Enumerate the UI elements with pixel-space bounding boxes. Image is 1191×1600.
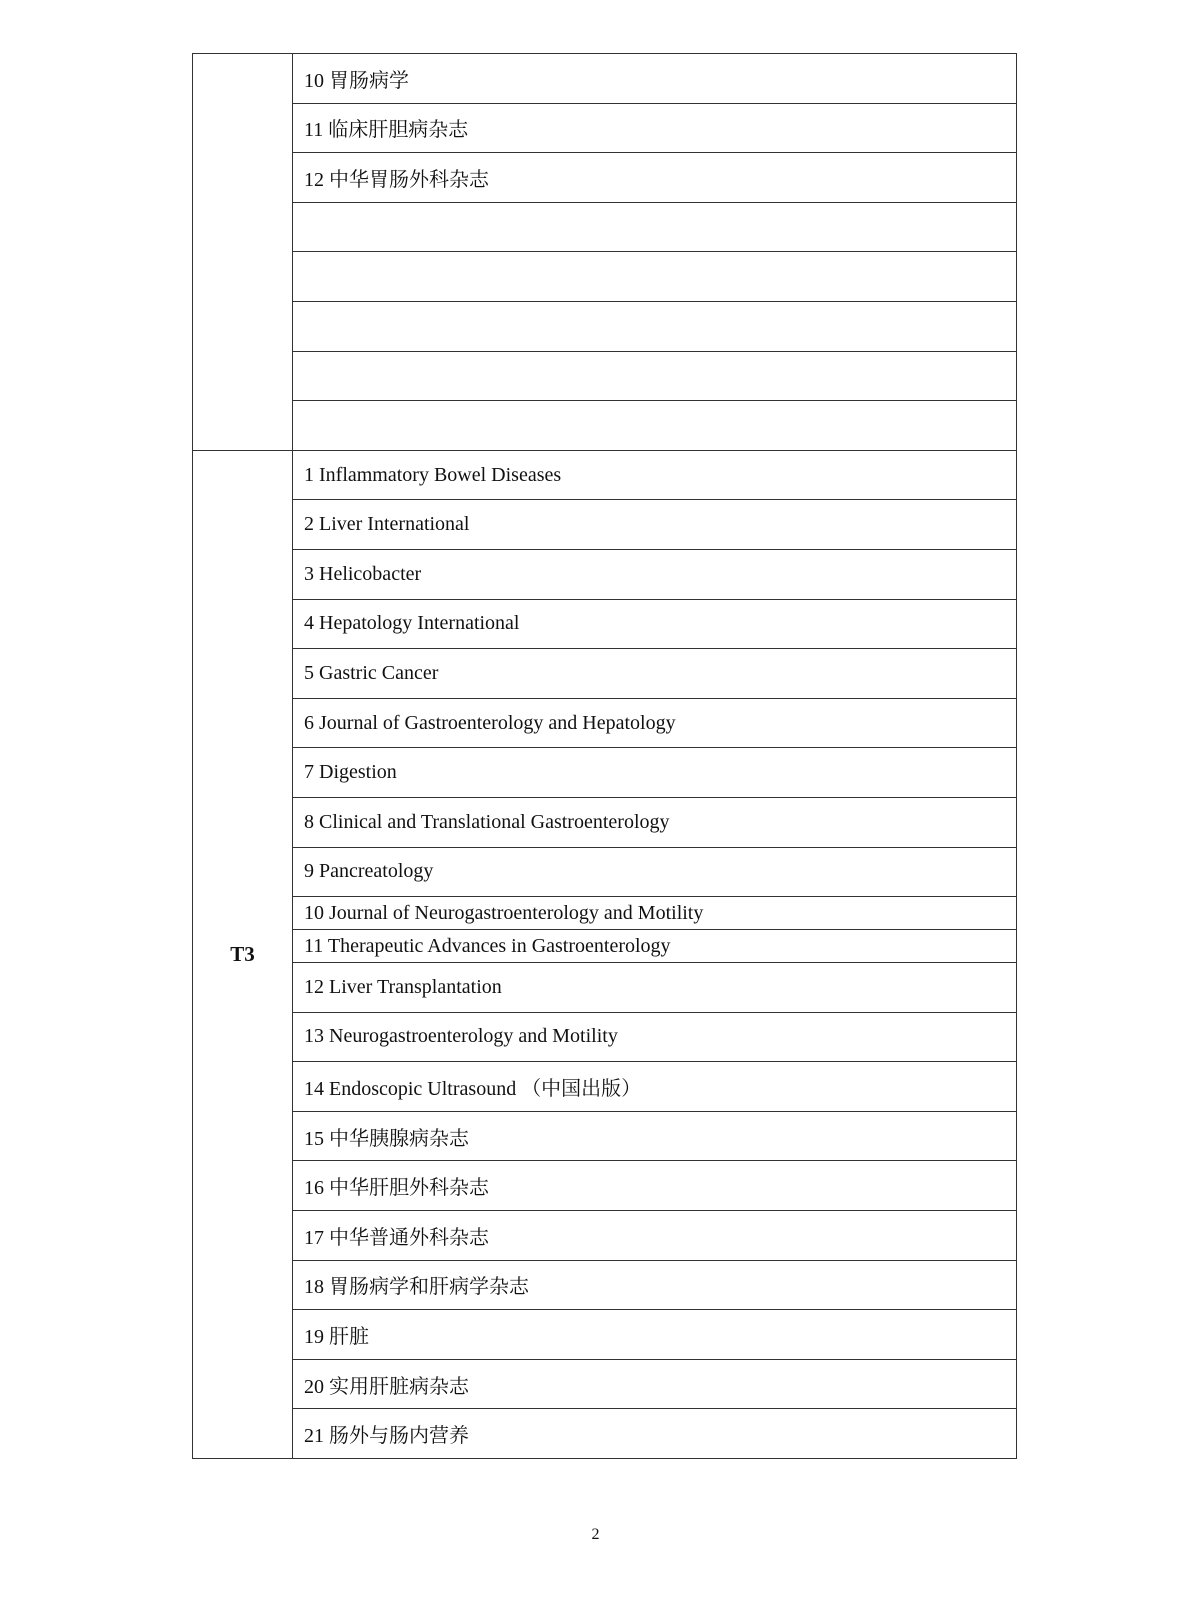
table-row (193, 252, 1017, 302)
table-row (193, 301, 1017, 351)
journal-entry: 10 胃肠病学 (293, 54, 1017, 104)
table-row (193, 748, 1017, 798)
journal-table (192, 53, 1017, 1459)
journal-entry: 12 Liver Transplantation (293, 963, 1017, 1013)
journal-entry: 13 Neurogastroenterology and Motility (293, 1012, 1017, 1062)
journal-entry-empty (293, 351, 1017, 401)
journal-entry: 11 临床肝胆病杂志 (293, 103, 1017, 153)
table-row (193, 797, 1017, 847)
table-row (193, 963, 1017, 1013)
table-row (193, 698, 1017, 748)
journal-entry: 2 Liver International (293, 500, 1017, 550)
table-row (193, 549, 1017, 599)
table-row (193, 930, 1017, 963)
table-row (193, 1161, 1017, 1211)
journal-entry: 20 实用肝脏病杂志 (293, 1359, 1017, 1409)
category-cell-top (193, 54, 293, 451)
journal-entry: 1 Inflammatory Bowel Diseases (293, 450, 1017, 500)
table-row (193, 153, 1017, 203)
journal-entry: 19 肝脏 (293, 1310, 1017, 1360)
journal-entry: 8 Clinical and Translational Gastroenterology (293, 797, 1017, 847)
table-row (193, 401, 1017, 451)
table-row (193, 450, 1017, 500)
table-row (193, 1310, 1017, 1360)
table-row (193, 897, 1017, 930)
journal-entry: 14 Endoscopic Ultrasound （中国出版） (293, 1062, 1017, 1112)
page-number: 2 (591, 1526, 600, 1543)
journal-entry: 3 Helicobacter (293, 549, 1017, 599)
journal-entry-empty (293, 301, 1017, 351)
category-cell-t3: T3 (193, 450, 293, 1458)
journal-entry-empty (293, 202, 1017, 252)
journal-entry: 17 中华普通外科杂志 (293, 1211, 1017, 1261)
table-row (193, 103, 1017, 153)
table-row (193, 1211, 1017, 1261)
journal-entry: 12 中华胃肠外科杂志 (293, 153, 1017, 203)
journal-entry: 11 Therapeutic Advances in Gastroenterology (293, 930, 1017, 963)
journal-entry-empty (293, 252, 1017, 302)
table-row (193, 1260, 1017, 1310)
table-row (193, 599, 1017, 649)
journal-entry: 5 Gastric Cancer (293, 649, 1017, 699)
journal-entry-empty (293, 401, 1017, 451)
journal-entry: 15 中华胰腺病杂志 (293, 1111, 1017, 1161)
table-row (193, 1012, 1017, 1062)
table-row (193, 1111, 1017, 1161)
journal-entry: 6 Journal of Gastroenterology and Hepatology (293, 698, 1017, 748)
table-row (193, 202, 1017, 252)
table-row (193, 649, 1017, 699)
journal-entry: 9 Pancreatology (293, 847, 1017, 897)
journal-entry: 16 中华肝胆外科杂志 (293, 1161, 1017, 1211)
journal-entry: 18 胃肠病学和肝病学杂志 (293, 1260, 1017, 1310)
table-row (193, 847, 1017, 897)
journal-entry: 21 肠外与肠内营养 (293, 1409, 1017, 1459)
journal-entry: 4 Hepatology International (293, 599, 1017, 649)
table-row (193, 351, 1017, 401)
table-row (193, 1409, 1017, 1459)
table-row (193, 500, 1017, 550)
table-row (193, 1359, 1017, 1409)
journal-entry: 10 Journal of Neurogastroenterology and Motility (293, 897, 1017, 930)
table-row (193, 54, 1017, 104)
table-row (193, 1062, 1017, 1112)
journal-entry: 7 Digestion (293, 748, 1017, 798)
